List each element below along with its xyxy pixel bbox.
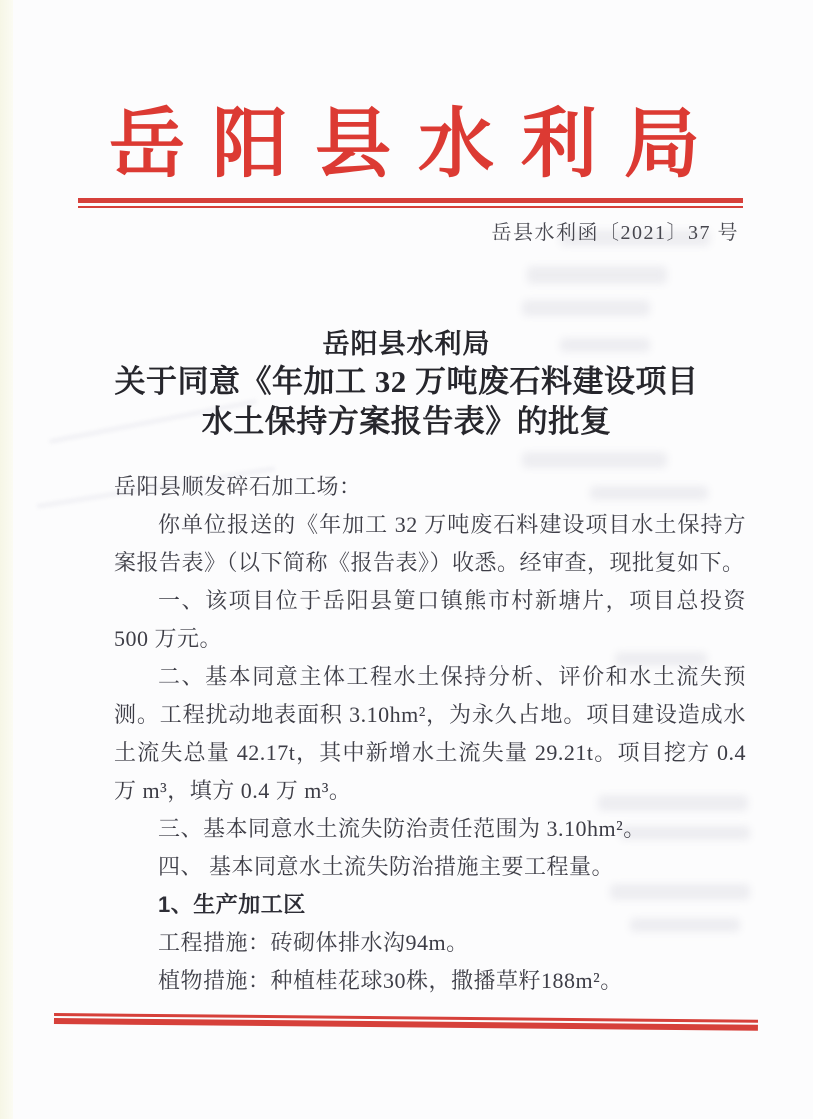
paragraph-plant-measures: 植物措施：种植桂花球30株，撒播草籽188m²。: [158, 968, 623, 993]
paragraph-item-1: 一、该项目位于岳阳县筻口镇熊市村新塘片，项目总投资 500 万元。: [114, 588, 746, 651]
footer-rule: [54, 1013, 758, 1030]
paragraph-subheading-production-area: 1、生产加工区: [158, 892, 306, 917]
scan-artifact: [527, 266, 667, 284]
paragraph-item-3: 三、基本同意水土流失防治责任范围为 3.10hm²。: [158, 816, 646, 841]
paragraph-item-4: 四、 基本同意水土流失防治措施主要工程量。: [158, 854, 615, 879]
document-number: 岳县水利函〔2021〕37 号: [491, 222, 739, 244]
paragraph-intro: 你单位报送的《年加工 32 万吨废石料建设项目水土保持方案报告表》（以下简称《报告表》）收悉。经审查，现批复如下。: [114, 512, 746, 575]
document-body: [114, 468, 746, 1000]
scan-artifact: [522, 452, 667, 468]
title-line-3: 水土保持方案报告表》的批复: [201, 404, 612, 439]
paragraph-item-2: 二、基本同意主体工程水土保持分析、评价和水土流失预测。工程扰动地表面积 3.10hm²，为永久占地。项目建设造成水土流失总量 42.17t，其中新增水土流失量 29.21t。项目挖方 0.4 万 m³，填方 0.4 万 m³。: [114, 664, 746, 803]
salutation: 岳阳县顺发碎石加工场：: [114, 474, 362, 499]
document-title: [0, 326, 813, 442]
scan-artifact: [522, 300, 650, 316]
agency-name: 岳 阳 县 水 利 局: [109, 103, 704, 187]
header-rule-thin-line: [78, 206, 743, 209]
title-line-1: 岳阳县水利局: [322, 329, 491, 359]
paragraph-engineering-measures: 工程措施：砖砌体排水沟94m。: [158, 930, 469, 955]
title-line-2: 关于同意《年加工 32 万吨废石料建设项目: [114, 364, 699, 399]
header-rule: [78, 198, 743, 208]
